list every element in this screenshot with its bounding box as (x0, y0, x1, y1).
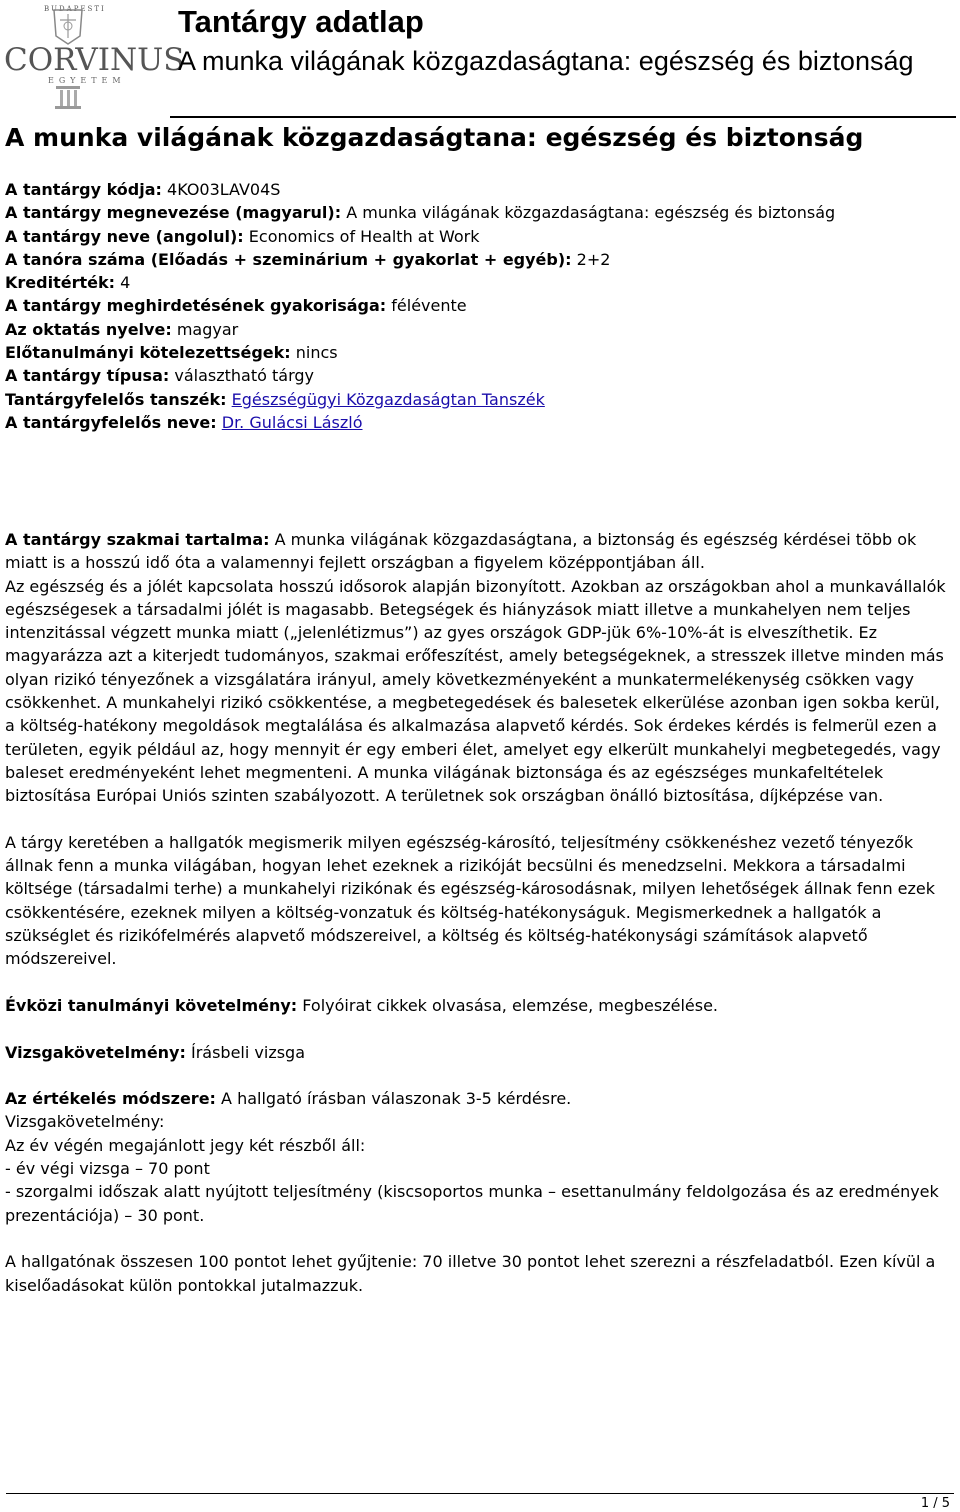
course-content (5, 528, 951, 1297)
instructor-link[interactable]: Dr. Gulácsi László (221, 412, 363, 432)
crest-icon (50, 6, 86, 46)
evaluation-line: - szorgalmi időszak alatt nyújtott teljesítmény (kiscsoportos munka – esettanulmány feldolgozása és az eredmények prezentációja) – 30 pont. (5, 1182, 939, 1225)
evaluation-paragraph: Az értékelés módszere: A hallgató írásban válaszonak 3-5 kérdésre. (5, 1089, 572, 1109)
content-paragraph: Az egészség és a jólét kapcsolata hosszú idősorok alapján bizonyított. Azokban az országokban ahol a munkavállalók egészségesek a társadalmi jólét is magasabb. Betegségek és hiányzások miatt illetve a munkahelyen nem teljes intenzitással végzett munka miatt („jelenlétizmus”) az gyes országok GDP-jük 6%-10%-át is elveszíthetik. Ez magyarázza azt a kiterjedt tudományos, szakmai erőfeszítést, amely betegségeknek, a stresszek illetve minden más olyan rizikó tényezőnek a vizsgálatára irányul, amely következményeként a munkatermelékenység csökken vagy csökkenhet. A munkahelyi rizikó csökkentése, a megbetegedések és balesetek elkerülése azonban igen sokba kerül, a költség-hatékony megoldások megtalálása és alkalmazása alapvető kérdés. Sok érdekes kérdés is felmerül ezen a területen, egyik például az, hogy mennyit ér egy emberi élet, amelyet egy elkerült munkahelyi megbetegedés, vagy baleset eredményeként lehet megmenteni. A munka világának biztonsága és az egészséges munkafeltételek biztosítása Európai Uniós szinten szabályozott. A területnek sok országban önálló biztosítása, díjképzése van. (5, 576, 946, 806)
footer-divider (6, 1493, 954, 1494)
evaluation-line: Az év végén megajánlott jegy két részből áll: (5, 1135, 366, 1155)
meta-row: Előtanulmányi kötelezettségek: nincs (5, 343, 338, 363)
meta-row: Kreditérték: 4 (5, 273, 131, 293)
meta-row: Tantárgyfelelős tanszék: Egészségügyi Közgazdaságtan Tanszék (5, 389, 545, 409)
logo-sub-text: EGYETEM (48, 76, 126, 85)
logo-top-text: BUDAPESTI (44, 5, 106, 13)
meta-row: A tantárgy neve (angolul): Economics of Health at Work (5, 226, 480, 246)
content-paragraph: A tantárgy szakmai tartalma: A munka világának közgazdaságtana, a biztonság és egészség kérdései több ok miatt is a hosszú idő óta a valamennyi fejlett országban a figyelem középpontjában áll. (5, 530, 917, 573)
meta-row: A tantárgy kódja: 4KO03LAV04S (5, 180, 281, 199)
exam-paragraph: Vizsgakövetelmény: Írásbeli vizsga (5, 1042, 306, 1062)
meta-row: A tantárgyfelelős neve: Dr. Gulácsi László (5, 412, 363, 432)
meta-row: Az oktatás nyelve: magyar (5, 319, 239, 339)
content-paragraph: A hallgatónak összesen 100 pontot lehet gyűjtenie: 70 illetve 30 pontot lehet szerezni a részfeladatból. Ezen kívül a kiselőadásokat külön pontokkal jutalmazzuk. (5, 1252, 936, 1295)
header-divider (170, 116, 956, 118)
page-number: 1 / 5 (920, 1496, 950, 1511)
logo-name: CORVINUS (4, 42, 185, 78)
column-icon (52, 84, 84, 110)
meta-row: A tanóra száma (Előadás + szeminárium + gyakorlat + egyéb): 2+2 (5, 249, 611, 269)
evaluation-line: Vizsgakövetelmény: (5, 1112, 165, 1132)
course-metadata (5, 178, 945, 434)
requirement-paragraph: Évközi tanulmányi követelmény: Folyóirat cikkek olvasása, elemzése, megbeszélése. (5, 995, 718, 1015)
document-subtitle: A munka világának közgazdaságtana: egészség és biztonság (178, 46, 914, 76)
meta-row: A tantárgy meghirdetésének gyakorisága: félévente (5, 296, 467, 316)
meta-row: A tantárgy típusa: választható tárgy (5, 366, 314, 386)
content-paragraph: A tárgy keretében a hallgatók megismerik milyen egészség-károsító, teljesítmény csökkenéshez vezető tényezők állnak fenn a munka világában, hogyan lehet ezeknek a rizikóját becsülni és menedzselni. Mekkora a társadalmi költsége (társadalmi terhe) a munkahelyi rizikónak és egészség-károsodásnak, milyen lehetőségek állnak fenn ezek csökkentésére, ezeknek milyen a költség-vonzatuk és költség-hatékonyságuk. Megismerkednek a hallgatók a szükséglet és rizikófelmérés alapvető módszereivel, a költség és költség-hatékonysági számítások alapvető módszereivel. (5, 832, 936, 969)
corvinus-logo (4, 4, 185, 108)
evaluation-line: - év végi vizsga – 70 pont (5, 1159, 210, 1179)
page-header (0, 0, 960, 118)
meta-row: A tantárgy megnevezése (magyarul): A munka világának közgazdaságtana: egészség és biztonság (5, 203, 836, 223)
department-link[interactable]: Egészségügyi Közgazdaságtan Tanszék (231, 389, 545, 409)
course-heading: A munka világának közgazdaságtana: egészség és biztonság (5, 123, 864, 152)
document-title: Tantárgy adatlap (178, 4, 424, 39)
